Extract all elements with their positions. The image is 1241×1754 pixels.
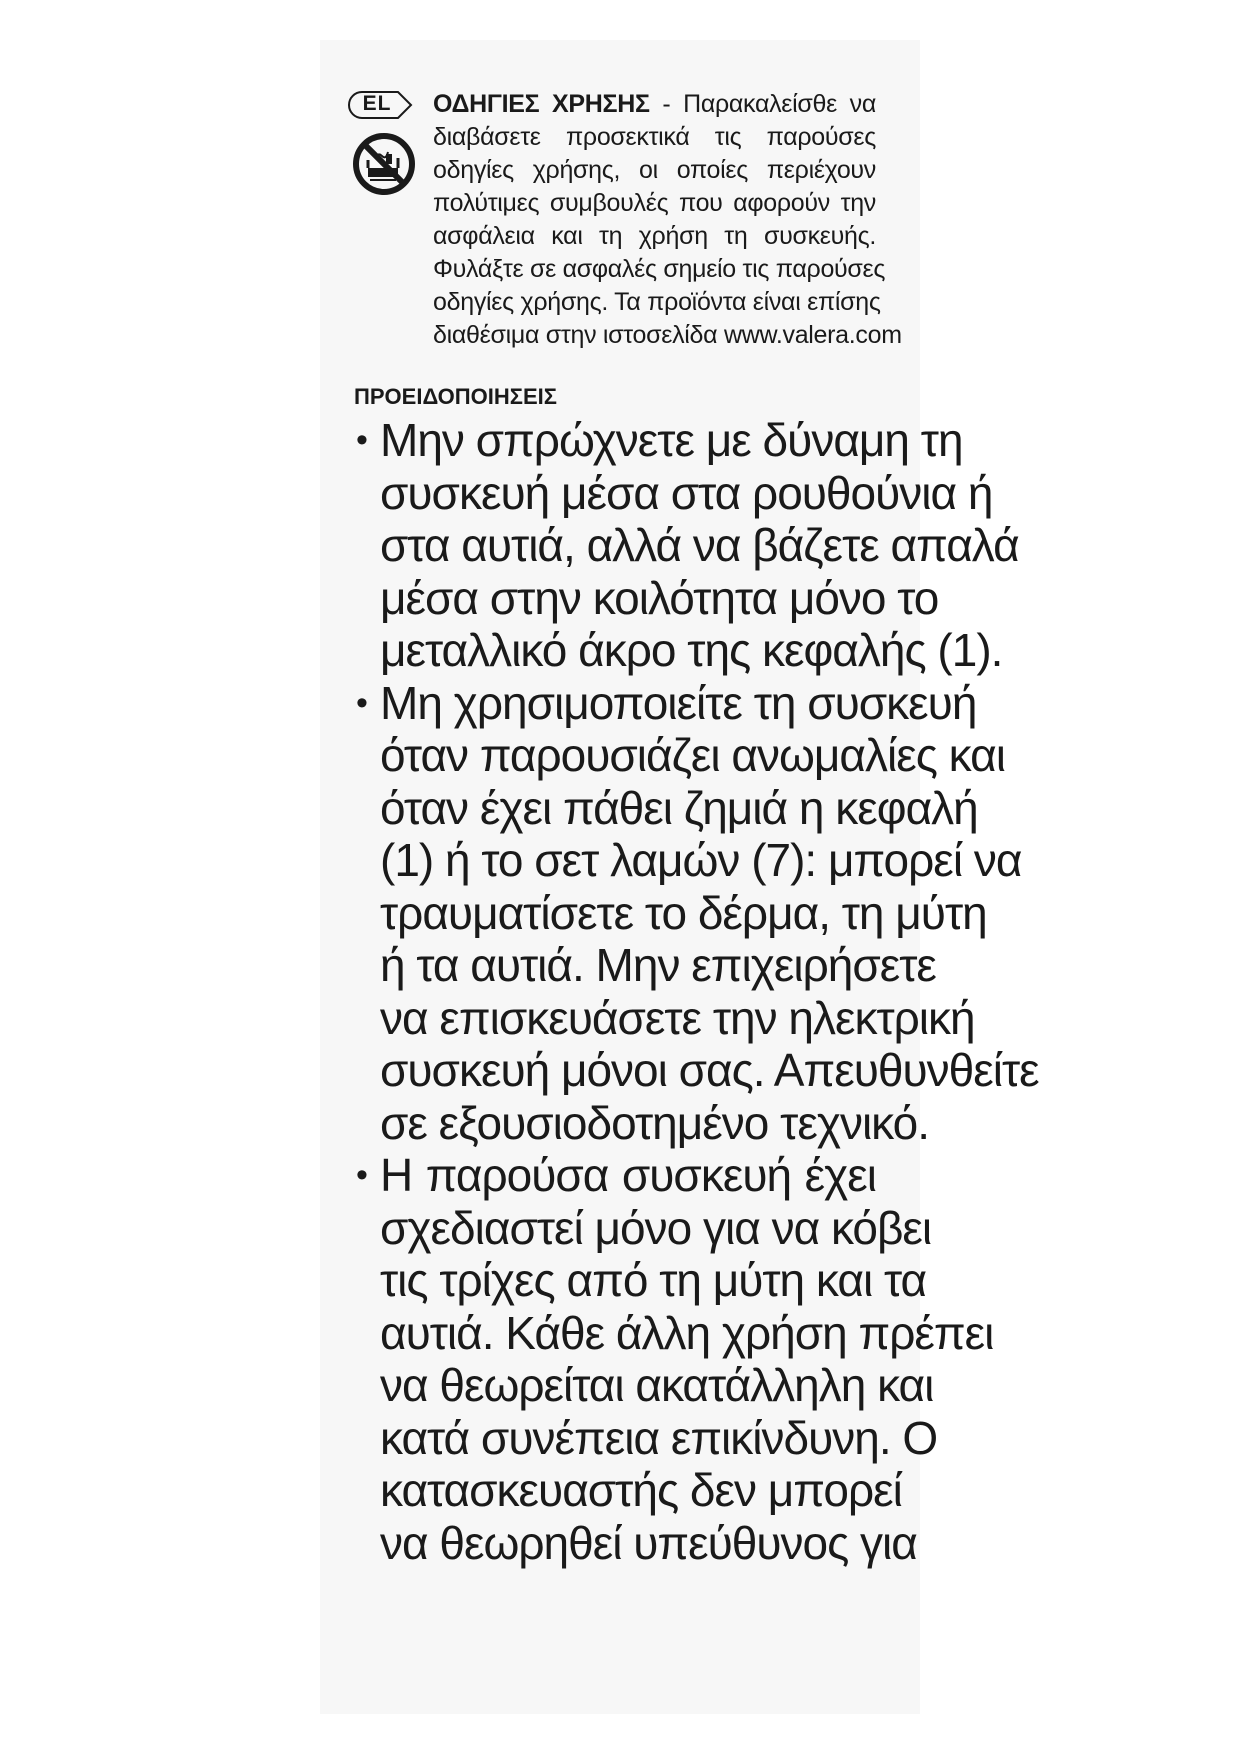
warning-line: Μην σπρώχνετε με δύναμη τη	[380, 414, 963, 466]
warning-line: όταν έχει πάθει ζημιά η κεφαλή	[380, 781, 978, 834]
warning-line: κατά συνέπεια επικίνδυνη. Ο	[380, 1411, 938, 1464]
bullet: •	[356, 1156, 367, 1194]
warning-line: τραυματίσετε το δέρμα, τη μύτη	[380, 886, 987, 939]
intro-line: οδηγίες χρήσης, οι οποίες περιέχουν	[433, 156, 876, 184]
warning-line: τις τρίχες από τη μύτη και τα	[380, 1254, 927, 1306]
intro-line: οδηγίες χρήσης. Τα προϊόντα είναι επίσης	[433, 288, 881, 316]
warning-item	[354, 1149, 994, 1569]
intro-title: ΟΔΗΓΙΕΣ ΧΡΗΣΗΣ	[433, 90, 650, 118]
warning-line: μέσα στην κοιλότητα μόνο το	[380, 571, 939, 624]
intro-paragraph	[433, 88, 902, 352]
warning-line: ή τα αυτιά. Μην επιχειρήσετε	[380, 939, 936, 991]
warning-line: όταν παρουσιάζει ανωμαλίες και	[380, 729, 1005, 781]
warning-item	[354, 414, 1019, 677]
no-bath-use-icon	[352, 132, 416, 196]
intro-line: διαβάσετε προσεκτικά τις παρούσες	[433, 123, 876, 151]
warning-line: να θεωρηθεί υπεύθυνος για	[380, 1516, 917, 1569]
warning-line: συσκευή μέσα στα ρουθούνια ή	[380, 466, 993, 519]
warnings-heading: ΠΡΟΕΙΔΟΠΟΙΗΣΕΙΣ	[354, 384, 557, 409]
warning-line: (1) ή το σετ λαμών (7): μπορεί να	[380, 834, 1022, 886]
warning-line: Μη χρησιμοποιείτε τη συσκευή	[380, 676, 977, 729]
warning-item	[354, 676, 1039, 1150]
warning-line: να επισκευάσετε την ηλεκτρική	[380, 991, 975, 1044]
language-code: EL	[362, 92, 392, 115]
warning-line: σε εξουσιοδοτημένο τεχνικό.	[380, 1096, 929, 1149]
warnings-list	[354, 414, 1039, 1569]
warning-line: μεταλλικό άκρο της κεφαλής (1).	[380, 624, 1003, 676]
warning-line: σχεδιαστεί μόνο για να κόβει	[380, 1201, 932, 1254]
intro-line	[433, 88, 876, 121]
warning-line: Η παρούσα συσκευή έχει	[380, 1149, 876, 1201]
intro-line: Φυλάξτε σε ασφαλές σημείο τις παρούσες	[433, 255, 886, 283]
bullet: •	[356, 421, 367, 459]
warning-line: αυτιά. Κάθε άλλη χρήση πρέπει	[380, 1306, 994, 1359]
warning-line: στα αυτιά, αλλά να βάζετε απαλά	[380, 519, 1019, 571]
intro-line: ασφάλεια και τη χρήση τη συσκευής.	[433, 222, 876, 250]
bullet: •	[356, 683, 367, 722]
intro-line-text: - Παρακαλείσθε να	[662, 90, 877, 118]
warning-line: να θεωρείται ακατάλληλη και	[380, 1359, 934, 1411]
warning-line: κατασκευαστής δεν μπορεί	[380, 1464, 902, 1516]
language-badge	[348, 90, 414, 118]
intro-line: πολύτιμες συμβουλές που αφορούν την	[433, 189, 876, 217]
warning-line: συσκευή μόνοι σας. Απευθυνθείτε	[380, 1044, 1039, 1096]
instructions-header	[348, 88, 902, 350]
intro-line: διαθέσιμα στην ιστοσελίδα www.valera.com	[433, 321, 902, 349]
